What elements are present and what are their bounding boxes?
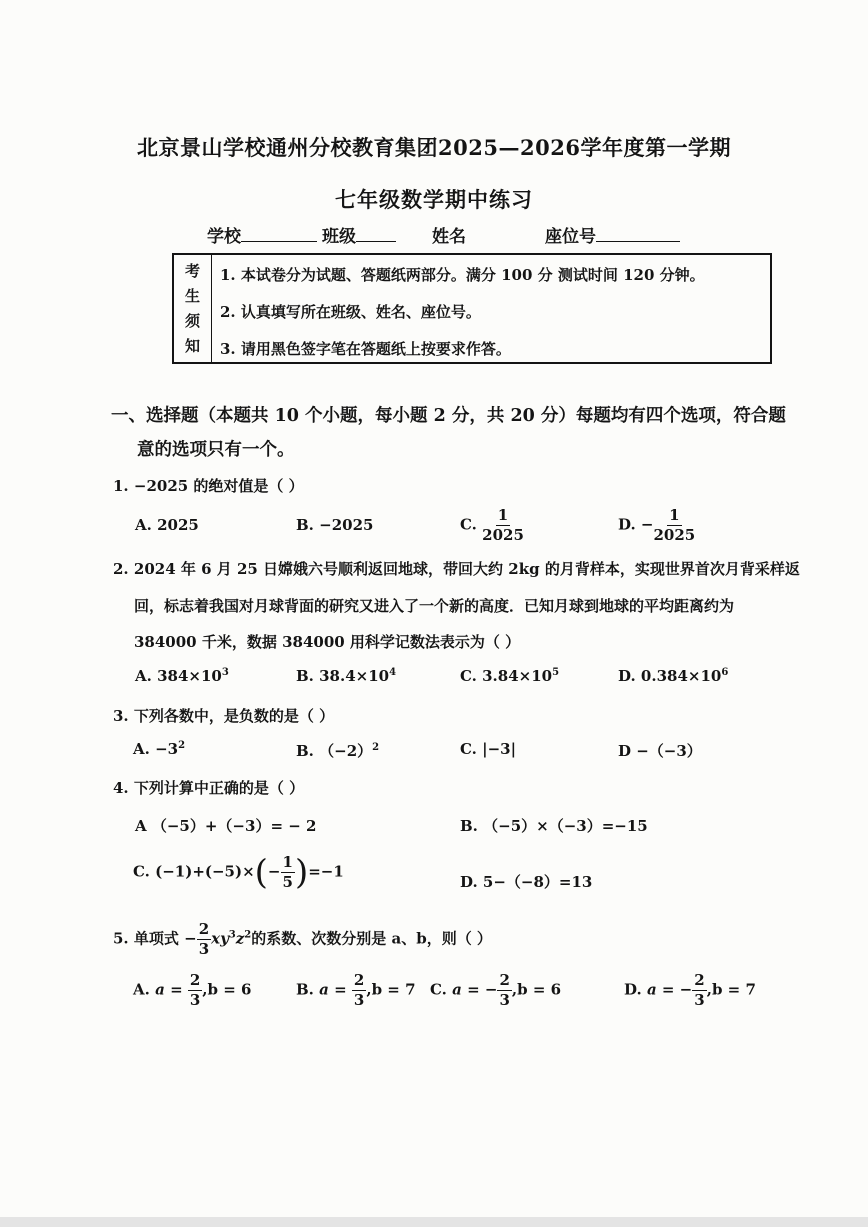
class-label: 班级 xyxy=(322,227,356,247)
q3-option-b: B. $(-2)^2$ xyxy=(296,742,380,760)
fraction: $\frac{2}{3}$ xyxy=(499,971,510,1009)
exam-title: 北京景山学校通州分校教育集团2025—2026学年度第一学期 xyxy=(137,135,731,160)
fraction: $\frac{1}{2025}$ xyxy=(653,506,696,544)
section-heading: 一、选择题（本题共 10 个小题，每小题 2 分，共 20 分）每题均有四个选项，符合题 xyxy=(111,406,786,426)
notice-heading: 考 生 须 知 xyxy=(174,255,212,362)
q1-option-d: D. − $\frac{1}{2025}$ xyxy=(618,506,696,544)
q1-option-b: B. −2025 xyxy=(296,516,374,534)
fraction: $\frac{1}{2025}$ xyxy=(482,506,524,544)
seat-field xyxy=(545,222,680,247)
question-5-stem: 5. 单项式 − $\frac{2}{3}$ $xy^3z^2$的系数、次数分别是 a、b，则（ ） xyxy=(113,920,492,958)
notice-item: 2. 认真填写所在班级、姓名、座位号。 xyxy=(220,303,481,321)
school-field xyxy=(207,222,317,247)
name-label: 姓名 xyxy=(432,227,466,247)
fraction: $\frac{2}{3}$ xyxy=(353,971,365,1009)
q1-option-a: A. 2025 xyxy=(135,516,199,534)
q1-option-c: C. $\frac{1}{2025}$ xyxy=(460,506,524,544)
exam-notice-box xyxy=(172,253,772,364)
q5-option-c: C. a = − $\frac{2}{3}$ ,b = 6 xyxy=(430,971,562,1009)
q2-option-c: C. $3.84\times 10^5$ xyxy=(460,667,560,685)
q4-option-c: C. (−1)+(−5)×(− $\frac{1}{5}$ )=−1 xyxy=(133,852,344,893)
q5-option-b: B. a = $\frac{2}{3}$ ,b = 7 xyxy=(296,971,416,1009)
notice-item: 1. 本试卷分为试题、答题纸两部分。满分 100 分 测试时间 120 分钟。 xyxy=(220,266,705,284)
q3-option-d: D −（−3） xyxy=(618,742,702,760)
fraction: $\frac{2}{3}$ xyxy=(694,971,705,1009)
name-field xyxy=(432,222,466,247)
q4-option-b: B. （−5）×（−3）=−15 xyxy=(460,817,648,835)
q5-option-d: D. a = − $\frac{2}{3}$ ,b = 7 xyxy=(624,971,756,1009)
fraction: $\frac{1}{5}$ xyxy=(282,853,293,891)
notice-item: 3. 请用黑色签字笔在答题纸上按要求作答。 xyxy=(220,340,511,358)
question-4-stem: 4. 下列计算中正确的是（ ） xyxy=(113,779,305,797)
question-1-stem: 1. −2025 的绝对值是（ ） xyxy=(113,477,304,495)
exam-subtitle: 七年级数学期中练习 xyxy=(335,187,533,212)
question-2-stem-cont: 回，标志着我国对月球背面的研究又进入了一个新的高度．已知月球到地球的平均距离约为 xyxy=(134,597,735,615)
question-2-stem: 2. 2024 年 6 月 25 日嫦娥六号顺利返回地球，带回大约 2kg 的月背样本，实现世界首次月背采样返 xyxy=(113,560,800,578)
scan-bottom-edge xyxy=(0,1217,868,1227)
seat-blank xyxy=(596,225,680,242)
q2-option-d: D. $0.384\times 10^6$ xyxy=(618,667,729,685)
q4-option-a: A （−5）+（−3）= − 2 xyxy=(135,817,317,835)
question-3-stem: 3. 下列各数中，是负数的是（ ） xyxy=(113,707,335,725)
school-label: 学校 xyxy=(207,227,241,247)
q3-option-c: C. |−3| xyxy=(460,740,517,758)
class-field xyxy=(322,222,396,247)
fraction: $\frac{2}{3}$ xyxy=(198,920,210,958)
school-blank xyxy=(241,225,317,242)
q4-option-d: D. 5−（−8）=13 xyxy=(460,873,593,891)
section-heading-cont: 意的选项只有一个。 xyxy=(137,440,295,460)
q2-option-b: B. $38.4\times 10^4$ xyxy=(296,667,397,685)
q3-option-a: A. $-3^2$ xyxy=(133,740,186,758)
q5-option-a: A. a = $\frac{2}{3}$ ,b = 6 xyxy=(133,971,252,1009)
class-blank xyxy=(356,225,396,242)
q2-option-a: A. $384\times 10^3$ xyxy=(135,667,229,685)
question-2-stem-cont: 384000 千米，数据 384000 用科学记数法表示为（ ） xyxy=(134,633,521,651)
seat-label: 座位号 xyxy=(545,227,596,247)
fraction: $\frac{2}{3}$ xyxy=(189,971,201,1009)
